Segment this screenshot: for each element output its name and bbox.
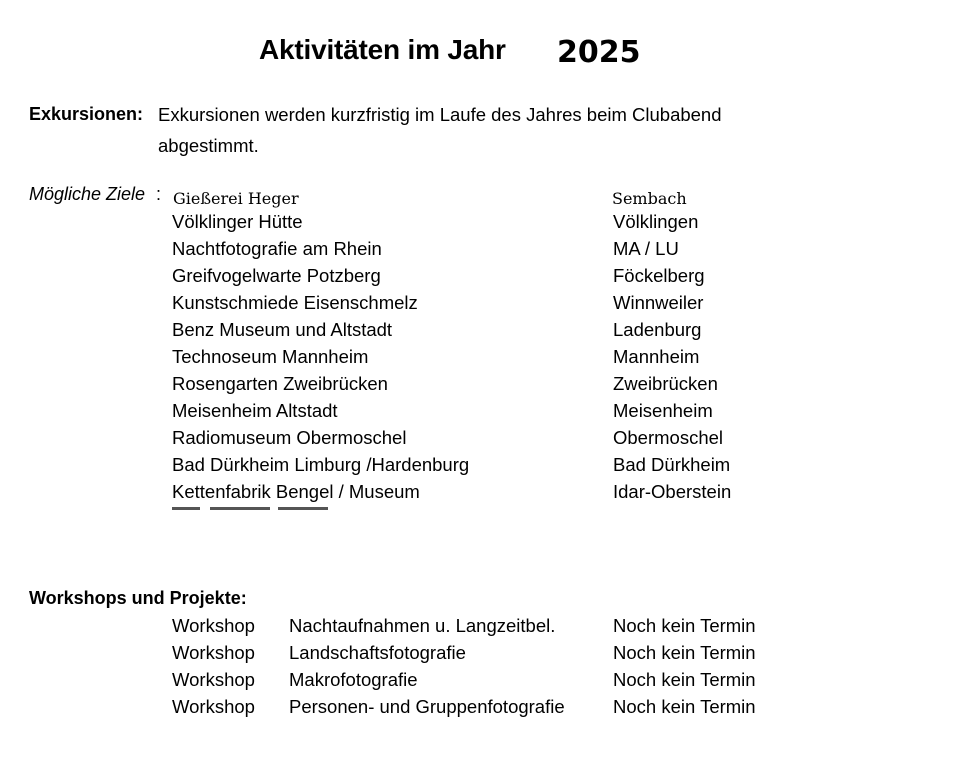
ziel-name: Greifvogelwarte Potzberg: [172, 265, 381, 286]
workshop-type: Workshop: [172, 642, 255, 663]
workshops-label: Workshops und Projekte:: [29, 588, 247, 608]
workshop-type: Workshop: [172, 669, 255, 690]
ziel-place: Obermoschel: [613, 427, 724, 448]
workshop-date: Noch kein Termin: [613, 615, 756, 636]
exkursionen-label: Exkursionen:: [29, 104, 144, 124]
workshop-topic: Makrofotografie: [289, 669, 418, 690]
workshop-topic: Nachtaufnahmen u. Langzeitbel.: [289, 615, 556, 636]
ziel-first-name: Gießerei Heger: [173, 189, 299, 208]
workshop-date: Noch kein Termin: [613, 642, 756, 663]
ziel-name: Kunstschmiede Eisenschmelz: [172, 292, 418, 313]
ziel-name: Radiomuseum Obermoschel: [172, 427, 407, 448]
ziel-name: Nachtfotografie am Rhein: [172, 238, 382, 259]
ziel-place: Winnweiler: [613, 292, 704, 313]
ziel-place: Zweibrücken: [613, 373, 718, 394]
ziel-name: Kettenfabrik Bengel / Museum: [172, 481, 420, 502]
ziele-label-colon: :: [156, 184, 162, 204]
ziel-place: Völklingen: [613, 211, 699, 232]
ziel-place: Idar-Oberstein: [613, 481, 732, 502]
ziel-place: Ladenburg: [613, 319, 702, 340]
workshop-date: Noch kein Termin: [613, 696, 756, 717]
ziel-first-place: Sembach: [612, 189, 687, 208]
ziel-place: Bad Dürkheim: [613, 454, 731, 475]
ziel-name: Bad Dürkheim Limburg /Hardenburg: [172, 454, 470, 475]
page-title: Aktivitäten im Jahr: [259, 34, 506, 65]
workshop-topic: Personen- und Gruppenfotografie: [289, 696, 565, 717]
ziel-name: Technoseum Mannheim: [172, 346, 369, 367]
ziel-place: Mannheim: [613, 346, 700, 367]
workshop-topic: Landschaftsfotografie: [289, 642, 466, 663]
ziel-place: Meisenheim: [613, 400, 713, 421]
ziele-label: Mögliche Ziele: [29, 184, 146, 204]
workshop-type: Workshop: [172, 615, 255, 636]
workshop-type: Workshop: [172, 696, 255, 717]
ziel-name: Benz Museum und Altstadt: [172, 319, 393, 340]
clipped-row-remnant: [172, 503, 328, 511]
page-title-year: 2025: [557, 35, 641, 70]
ziel-name: Rosengarten Zweibrücken: [172, 373, 388, 394]
ziel-place: MA / LU: [613, 238, 679, 259]
workshop-date: Noch kein Termin: [613, 669, 756, 690]
ziel-name: Völklinger Hütte: [172, 211, 303, 232]
exkursionen-text-line-1: Exkursionen werden kurzfristig im Laufe des Jahres beim Clubabend: [158, 104, 722, 125]
exkursionen-text-line-2: abgestimmt.: [158, 135, 259, 156]
ziel-name: Meisenheim Altstadt: [172, 400, 338, 421]
ziel-place: Föckelberg: [613, 265, 705, 286]
